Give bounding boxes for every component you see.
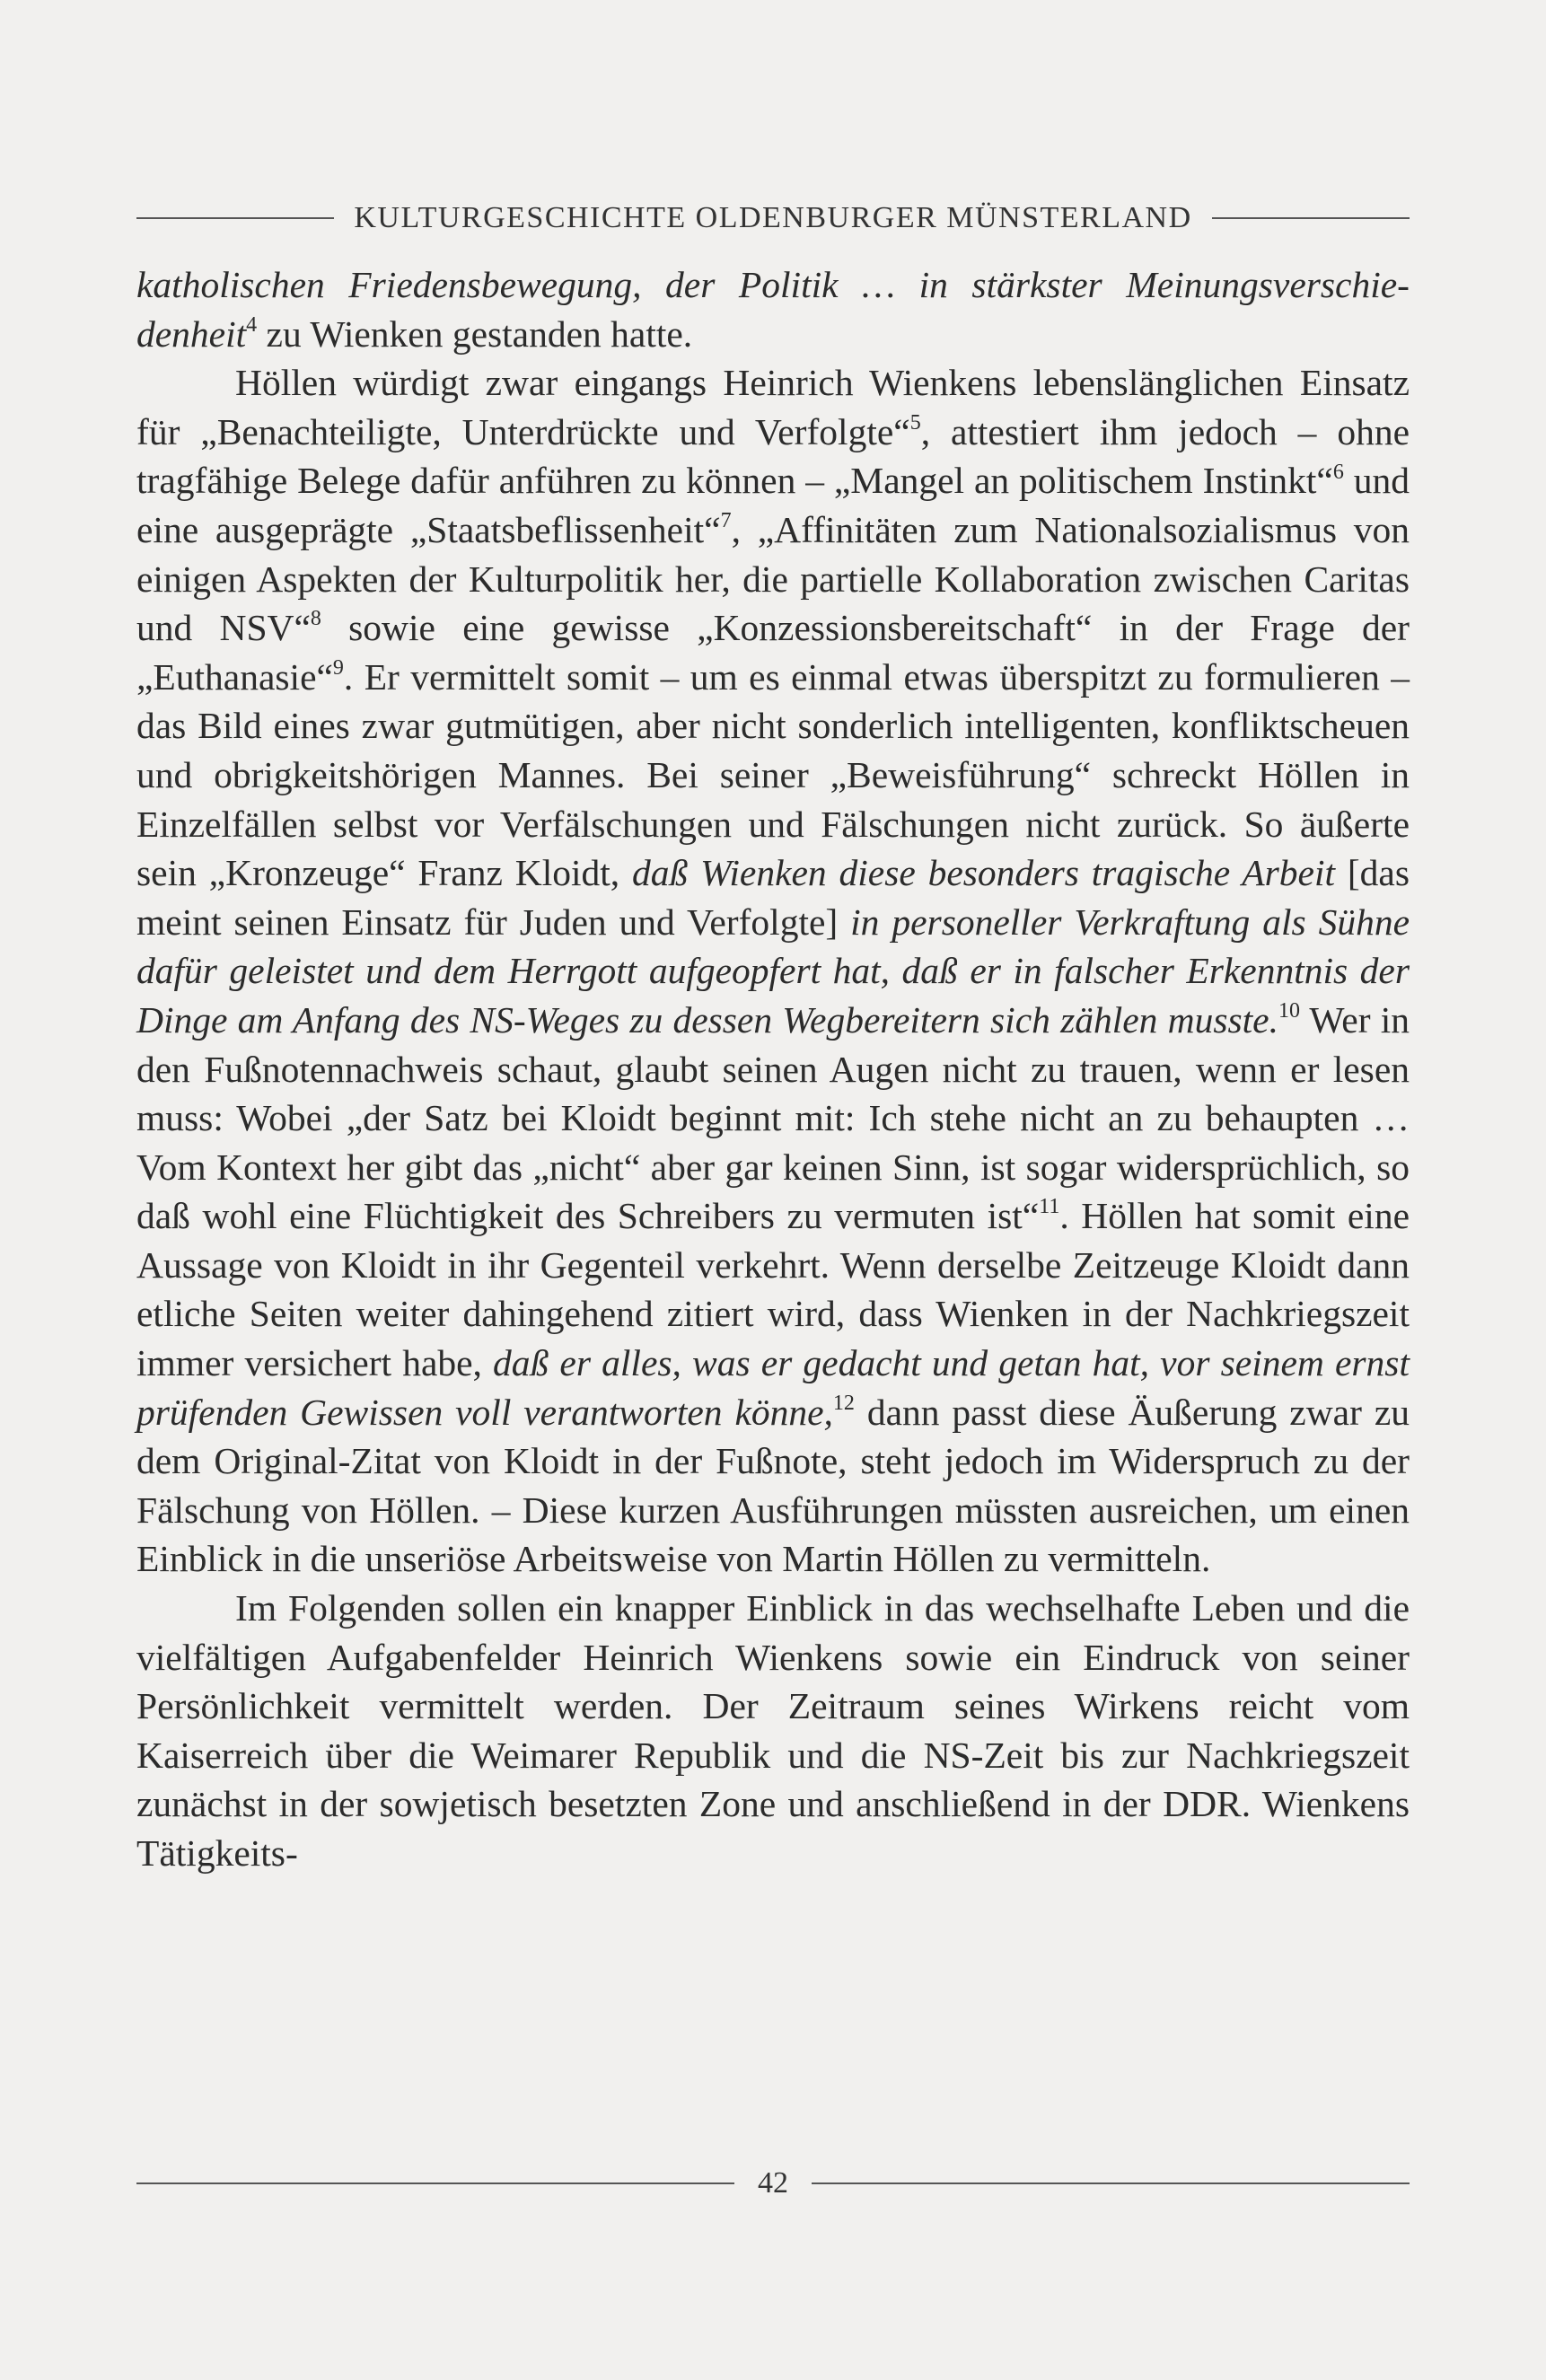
footnote-marker: 7 [720,509,732,533]
paragraph [136,260,1410,358]
text-run: , „Affinitäten zum Nationalsozialismus von einigen Aspekten der Kulturpolitik her, die partielle Kollaboration zwischen Caritas und NSV“ [136,508,1410,649]
footer-rule-right [812,2182,1410,2184]
paragraph [136,358,1410,1584]
header-rule-right [1212,217,1410,219]
text-run: Höllen würdigt zwar eingangs Heinrich Wienkens lebenslänglichen Einsatz für „Benachteiligte, Unterdrückte und Verfolgte“ [136,362,1410,452]
footnote-marker: 8 [310,607,321,631]
footer-rule-left [136,2182,734,2184]
text-run: . Höllen hat somit eine Aussage von Kloidt in ihr Gegenteil verkehrt. Wenn derselbe Zeitzeuge Kloidt dann etliche Seiten weiter dahingehend zitiert wird, dass Wienken in der Nachkriegszeit immer versichert habe, [136,1195,1410,1384]
text-run: , attestiert ihm jedoch – ohne tragfähige Belege dafür anführen zu können – „Mangel an politischem Instinkt“ [136,410,1410,502]
italic-quote: in personeller Verkraftung als Sühne dafür geleistet und dem Herrgott aufgeopfert hat, daß er in falscher Erkenntnis der Dinge am Anfang des NS-Weges zu dessen Wegbereitern sich zählen musste. [136,900,1410,1041]
italic-quote: daß Wienken diese besonders tragische Arbeit [632,852,1336,894]
footnote-marker: 9 [332,655,344,680]
header-rule-left [136,217,334,219]
text-run: sowie eine gewisse „Konzessionsbereitschaft“ in der Frage der „Euthanasie“ [136,607,1410,698]
page-number: 42 [758,2166,788,2200]
italic-quote: katholischen Friedensbewegung, der Politik … in stärkster Meinungsverschie-denheit [136,264,1410,355]
text-run: [das meint seinen Einsatz für Juden und Verfolgte] [136,852,1410,943]
footnote-marker: 10 [1278,999,1300,1023]
text-run: Wer in den Fußnotennachweis schaut, glaubt seinen Augen nicht zu trauen, wenn er lesen muss: Wobei „der Satz bei Kloidt beginnt mit: Ich stehe nicht an zu behaupten … Vom Kontext her gibt das „nicht“ aber gar keinen Sinn, ist sogar widersprüchlich, so daß wohl eine Flüchtigkeit des Schreibers zu vermuten ist“ [136,998,1410,1237]
text-run: und eine ausgeprägte „Staatsbeflissenheit“ [136,460,1410,550]
running-title: KULTURGESCHICHTE OLDENBURGER MÜNSTERLAND [354,201,1192,234]
text-run: Im Folgenden sollen ein knapper Einblick in das wechselhafte Leben und die vielfältigen Aufgabenfelder Heinrich Wienkens sowie ein Eindruck von seiner Persönlichkeit vermittelt werden. Der Zeitraum seines Wirkens reicht vom Kaiserreich über die Weimarer Republik und die NS-Zeit bis zur Nachkriegszeit zunächst in der sowjetisch besetzten Zone und anschließend in der DDR. Wienkens Tätigkeits- [136,1587,1410,1874]
footnote-marker: 4 [246,312,258,337]
page-footer [136,2156,1410,2210]
body-text [136,260,1410,1878]
text-run: dann passt diese Äußerung zwar zu dem Original-Zitat von Kloidt in der Fußnote, steht jedoch im Widerspruch zu der Fälschung von Höllen. – Diese kurzen Ausführungen müssten ausreichen, um einen Einblick in die unseriöse Arbeitsweise von Martin Höllen zu vermitteln. [136,1391,1410,1580]
text-run: . Er vermittelt somit – um es einmal etwas überspitzt zu formulieren – das Bild eines zwar gutmütigen, aber nicht sonderlich intelligenten, konfliktscheuen und obrigkeitshörigen Mannes. Bei seiner „Beweisführung“ schreckt Höllen in Einzelfällen selbst vor Verfälschungen und Fälschungen nicht zurück. So äußerte sein „Kronzeuge“ Franz Kloidt, [136,655,1410,894]
running-header [136,196,1410,241]
paragraph [136,1584,1410,1878]
italic-quote: daß er alles, was er gedacht und getan hat, vor seinem ernst prüfenden Gewissen voll verantworten könne, [136,1342,1410,1433]
text-run: zu Wienken gestanden hatte. [257,312,693,355]
footnote-marker: 12 [832,1391,855,1415]
footnote-marker: 11 [1039,1195,1060,1219]
footnote-marker: 5 [909,410,921,435]
footnote-marker: 6 [1332,460,1344,484]
